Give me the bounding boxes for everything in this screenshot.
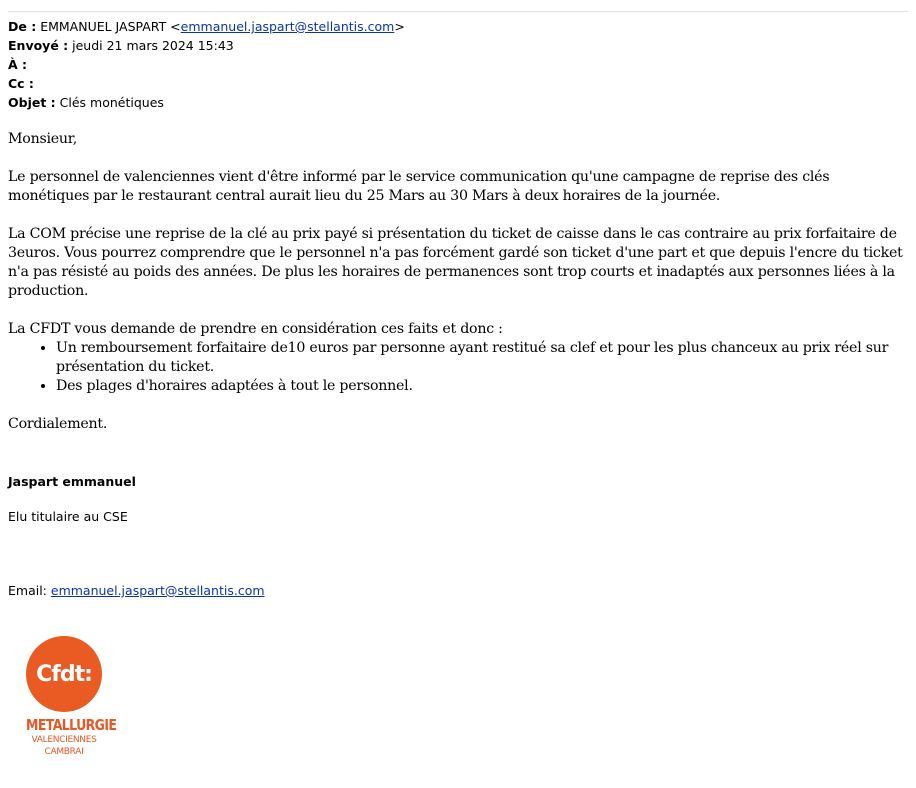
signature-role: Elu titulaire au CSE [8, 509, 128, 524]
paragraph-3: La CFDT vous demande de prendre en considération ces faits et donc : [8, 321, 503, 337]
list-item: • Des plages d'horaires adaptées à tout le personnel. [56, 377, 913, 396]
from-email-link[interactable]: emmanuel.jaspart@stellantis.com [180, 19, 395, 34]
subject-label: Objet : [8, 95, 56, 110]
subject-value: Clés monétiques [59, 95, 164, 110]
signature-name: Jaspart emmanuel [8, 474, 136, 489]
request-list [8, 339, 913, 396]
logo-line-1: VALENCIENNES [31, 735, 97, 745]
signature-email-link[interactable]: emmanuel.jaspart@stellantis.com [50, 583, 265, 598]
to-row [8, 55, 405, 74]
signature-email-row [8, 581, 265, 600]
header-divider [8, 11, 908, 12]
email-body [8, 130, 913, 453]
closing: Cordialement. [8, 416, 108, 432]
logo-main-text: METALLURGIE [26, 715, 117, 734]
sent-row [8, 36, 405, 55]
subject-row [8, 93, 405, 112]
sent-value: jeudi 21 mars 2024 15:43 [72, 38, 234, 53]
email-header [8, 17, 405, 112]
cfdt-logo-mark: Cfdt: [26, 636, 102, 712]
logo-caption [26, 715, 117, 758]
email-label: Email: [8, 583, 51, 598]
greeting: Monsieur, [8, 131, 78, 147]
cfdt-logo [26, 636, 117, 758]
paragraph-1: Le personnel de valenciennes vient d'être informé par le service communication qu'une campagne de reprise des clés monétiques par le restaurant central aurait lieu du 25 Mars au 30 Mars à deux horaires de la journée. [8, 169, 830, 204]
from-row [8, 17, 405, 36]
list-item: • Un remboursement forfaitaire de10 euros par personne ayant restitué sa clef et pour les plus chanceux au prix réel sur présentation du ticket. [56, 339, 913, 377]
from-label: De : [8, 19, 37, 34]
cc-row [8, 74, 405, 93]
logo-line-2: CAMBRAI [44, 747, 84, 757]
from-close: > [394, 19, 405, 34]
from-name: EMMANUEL JASPART < [40, 19, 181, 34]
to-label: À : [8, 57, 28, 72]
cc-label: Cc : [8, 76, 34, 91]
paragraph-2: La COM précise une reprise de la clé au prix payé si présentation du ticket de caisse dans le cas contraire au prix forfaitaire de 3euros. Vous pourrez comprendre que le personnel n'a pas forcément gardé son ticket d'une part et que depuis l'encre du ticket n'a pas résisté au poids des années. De plus les horaires de permanences sont trop courts et inadaptés aux personnes liées à la production. [8, 226, 903, 299]
sent-label: Envoyé : [8, 38, 69, 53]
